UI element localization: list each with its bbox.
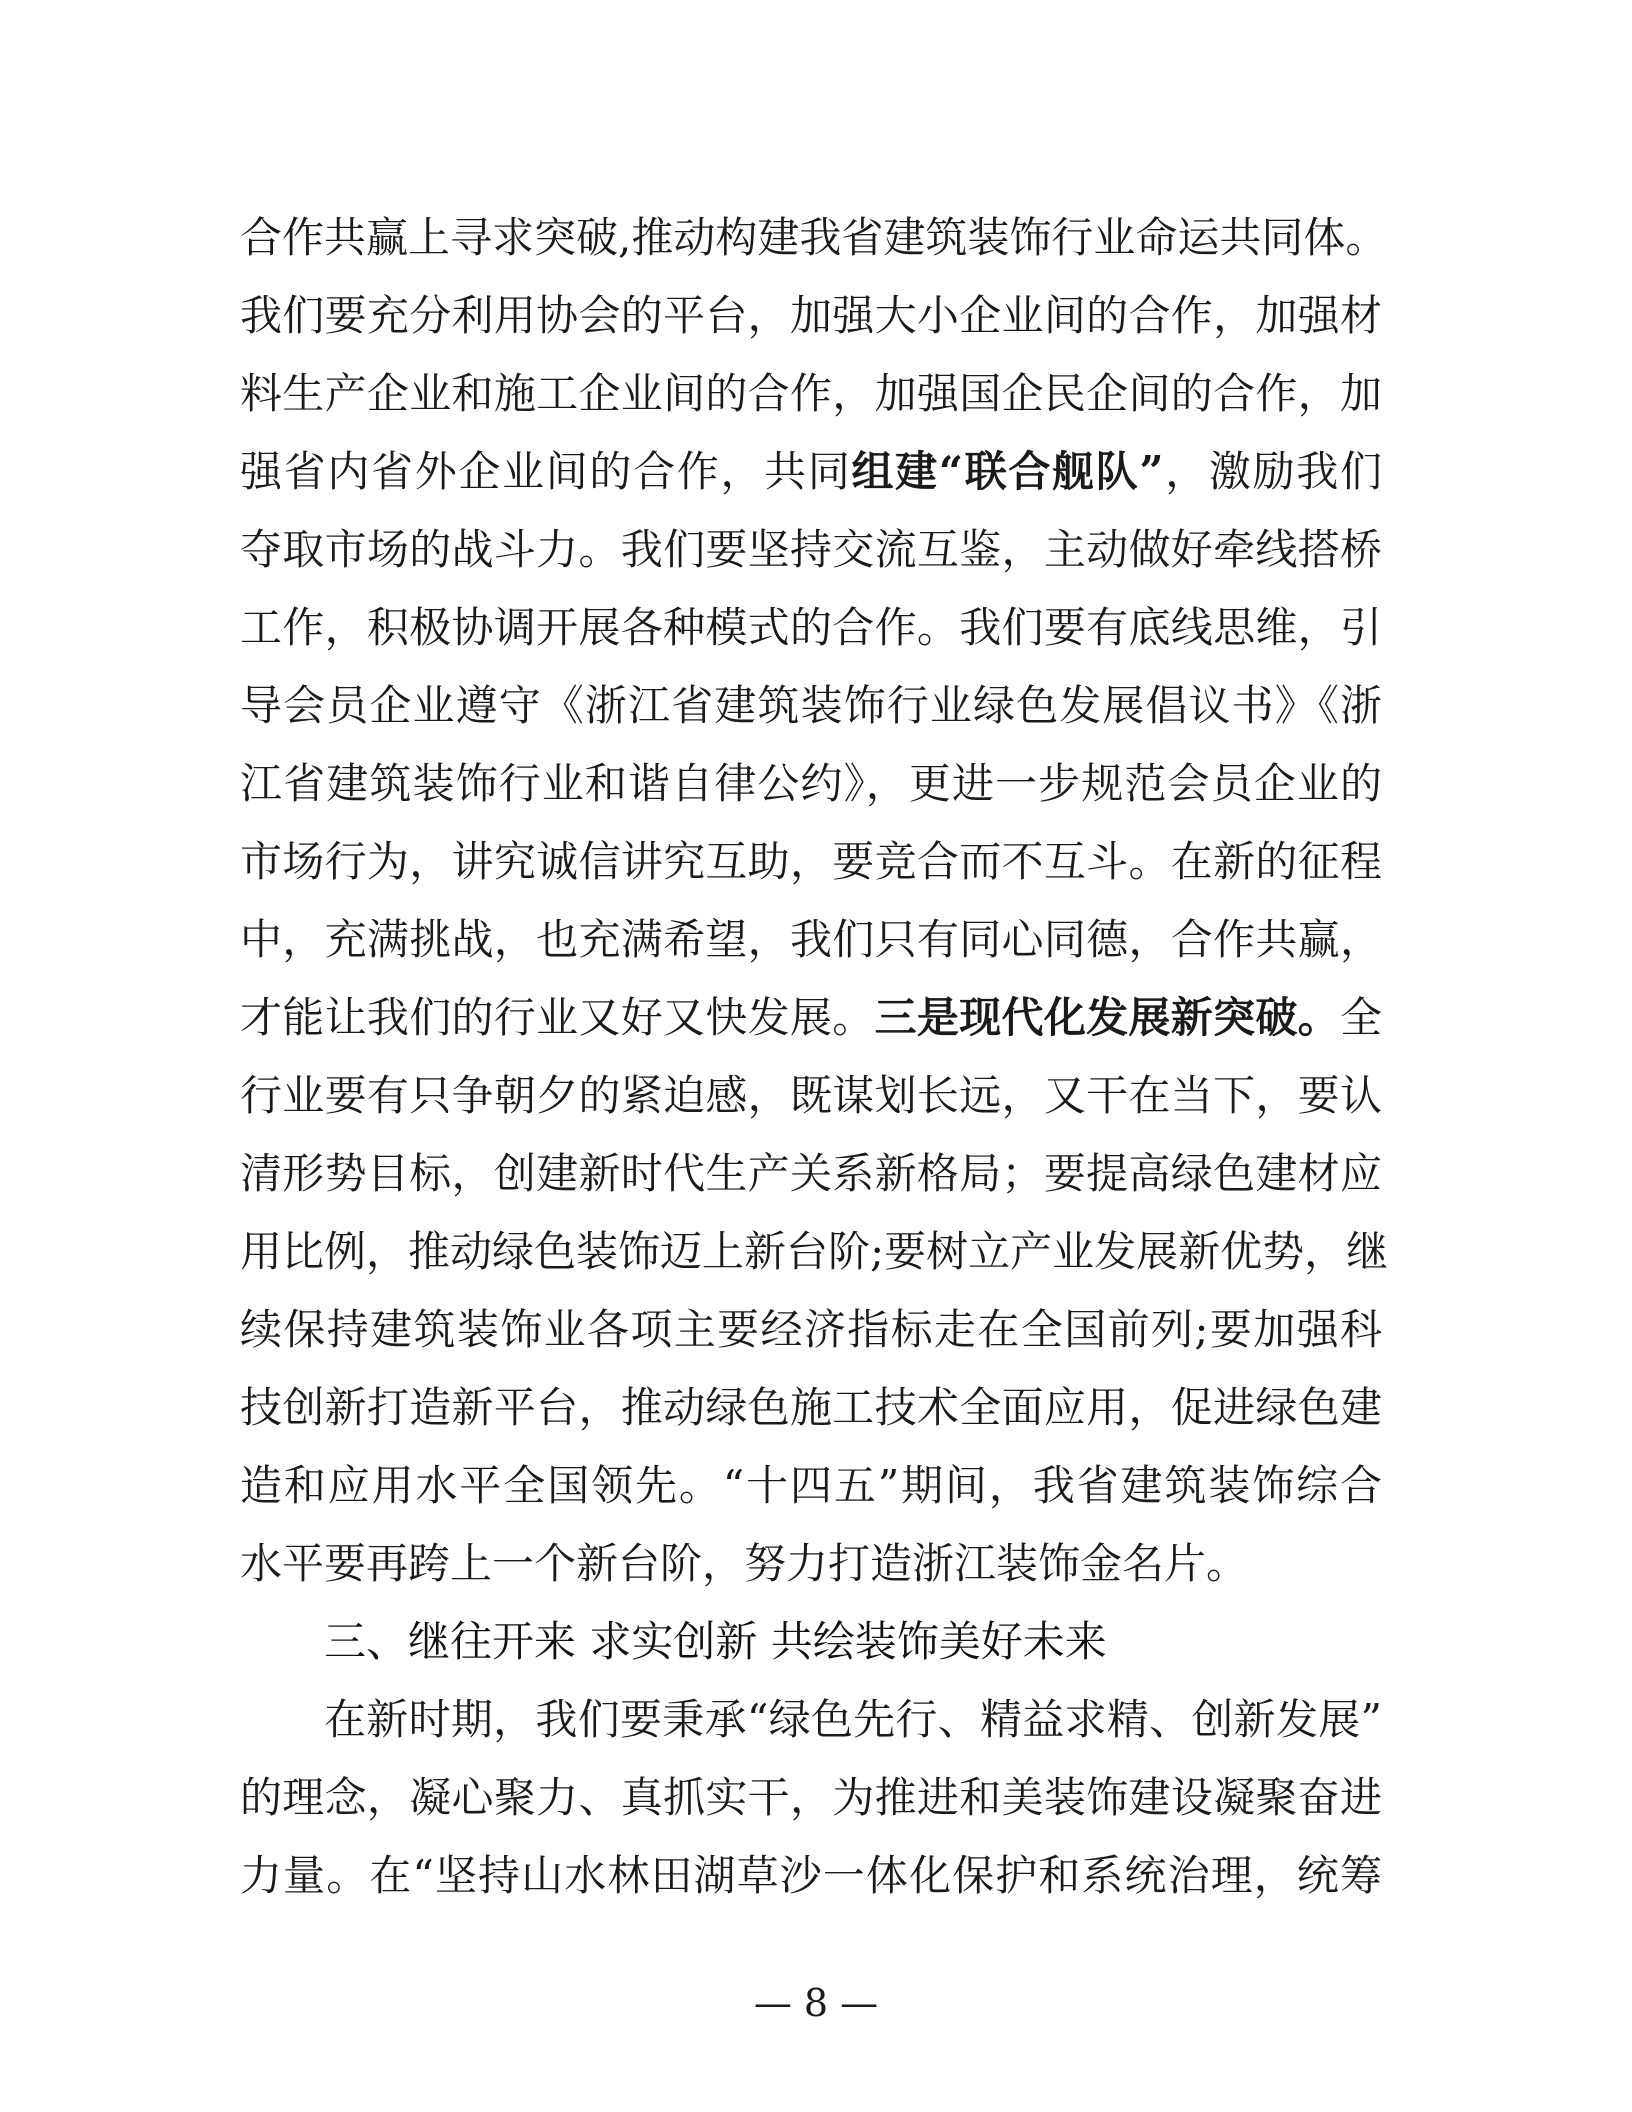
section-heading: 三、继往开来 求实创新 共绘装饰美好未来 (324, 1617, 1107, 1666)
text-line-6: 工作，积极协调开展各种模式的合作。我们要有底线思维，引 (240, 603, 1382, 652)
text-line-11 (240, 988, 1382, 1048)
text-run: 才能让我们的行业又好又快发展。 (240, 993, 875, 1042)
text-line-7: 导会员企业遵守《浙江省建筑装饰行业绿色发展倡议书》《浙 (240, 681, 1382, 730)
text-line-8: 江省建筑装饰行业和谐自律公约》，更进一步规范会员企业的 (240, 759, 1382, 808)
text-line-20: 的理念，凝心聚力、真抓实干，为推进和美装饰建设凝聚奋进 (240, 1773, 1382, 1822)
text-run: ，激励我们 (1163, 447, 1382, 496)
text-line-12: 行业要有只争朝夕的紧迫感，既谋划长远，又干在当下，要认 (240, 1071, 1382, 1120)
text-line-2: 我们要充分利用协会的平台，加强大小企业间的合作，加强材 (240, 291, 1382, 340)
text-line-18: 水平要再跨上一个新台阶，努力打造浙江装饰金名片。 (240, 1539, 1249, 1588)
text-line-21: 力量。在“坚持山水林田湖草沙一体化保护和系统治理，统筹 (240, 1851, 1382, 1900)
text-line-1: 合作共赢上寻求突破,推动构建我省建筑装饰行业命运共同体。 (240, 213, 1388, 262)
text-line-19: 在新时期，我们要秉承“绿色先行、精益求精、创新发展” (324, 1695, 1382, 1744)
text-line-14: 用比例，推动绿色装饰迈上新台阶;要树立产业发展新优势，继 (240, 1227, 1389, 1276)
text-line-13: 清形势目标，创建新时代生产关系新格局；要提高绿色建材应 (240, 1149, 1382, 1198)
text-line-15: 续保持建筑装饰业各项主要经济指标走在全国前列;要加强科 (240, 1305, 1382, 1354)
text-line-4 (240, 442, 1382, 502)
text-line-9: 市场行为，讲究诚信讲究互助，要竞合而不互斗。在新的征程 (240, 837, 1382, 886)
text-line-3: 料生产企业和施工企业间的合作，加强国企民企间的合作，加 (240, 369, 1382, 418)
text-line-16: 技创新打造新平台，推动绿色施工技术全面应用，促进绿色建 (240, 1383, 1382, 1432)
text-run: 全 (1339, 993, 1382, 1042)
bold-phrase: 组建“联合舰队” (851, 447, 1164, 496)
bold-phrase: 三是现代化发展新突破。 (874, 993, 1340, 1042)
text-line-10: 中，充满挑战，也充满希望，我们只有同心同德，合作共赢， (240, 915, 1382, 964)
text-line-5: 夺取市场的战斗力。我们要坚持交流互鉴，主动做好牵线搭桥 (240, 525, 1382, 574)
page-number: — 8 — (753, 1981, 879, 2025)
text-run: 强省内省外企业间的合作，共同 (240, 447, 852, 496)
text-line-17: 造和应用水平全国领先。“十四五”期间，我省建筑装饰综合 (240, 1461, 1382, 1510)
